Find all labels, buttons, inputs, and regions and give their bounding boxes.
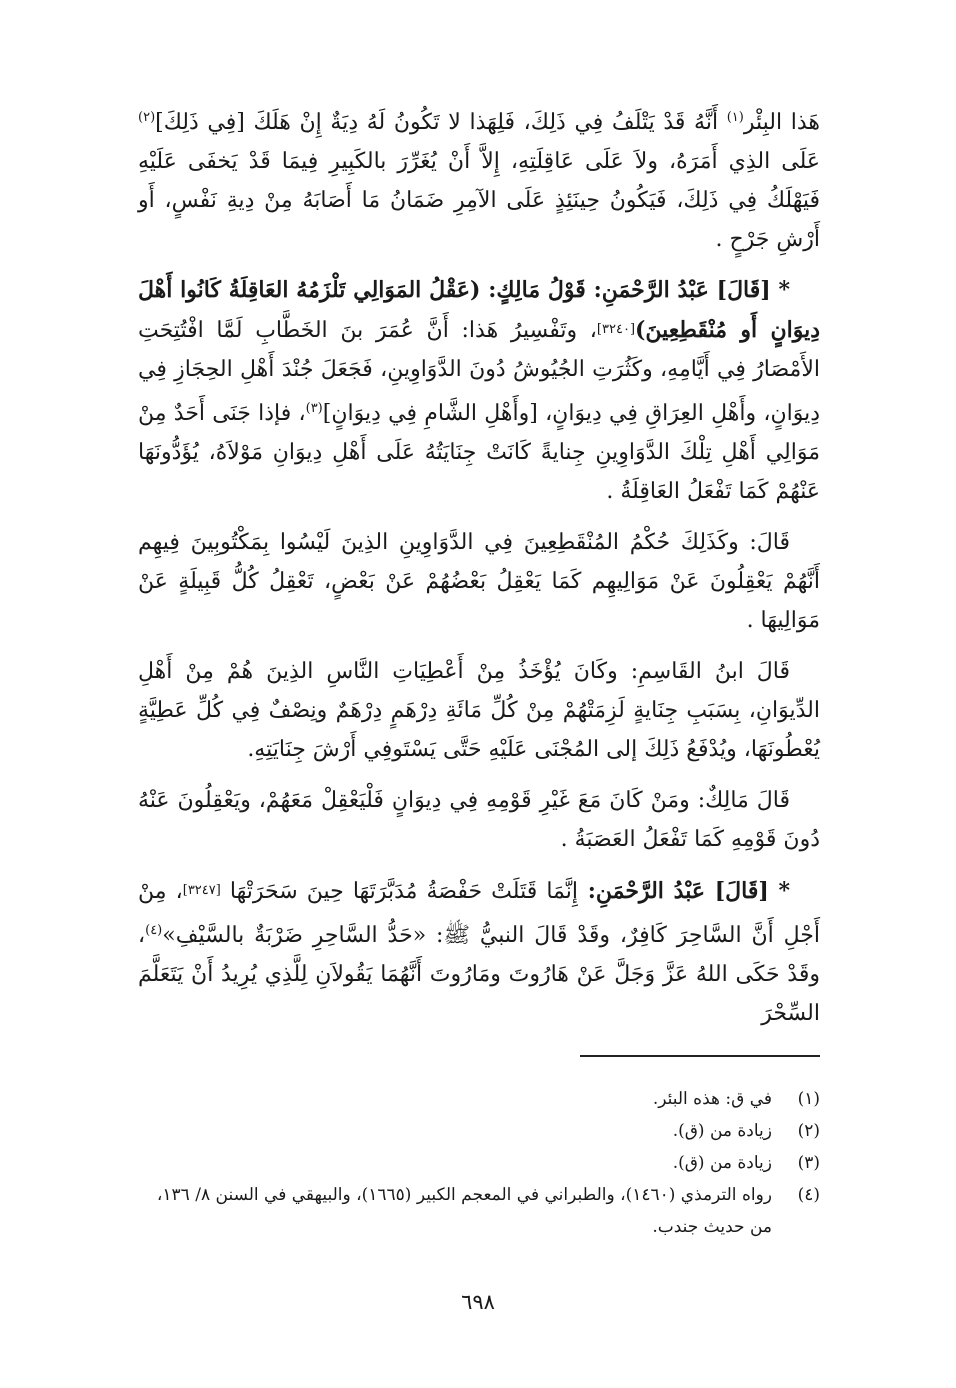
footnote-marker-1[interactable]: (١) <box>726 110 744 125</box>
footnote-text: في ق: هذه البئر. <box>652 1089 772 1109</box>
paragraph-5: قَالَ مَالِكٌ: ومَنْ كَانَ مَعَ غَيْرِ قَوْمِهِ فِي دِيوَانٍ فَلْيَعْقِلْ مَعَهُمْ، ويَعْقِلُونَ عَنْهُ دُونَ قَوْمِهِ كَمَا تَفْعَلُ العَصَبَةُ . <box>138 788 820 852</box>
footnote-1 <box>138 1083 820 1115</box>
footnote-4 <box>138 1179 820 1243</box>
paragraph-3: قَالَ: وكَذَلِكَ حُكْمُ المُنْقَطِعِينَ فِي الدَّوَاوِينِ الذِينَ لَيْسُوا بِمَكْتُوبِينَ فِيهِم أَنَّهُمْ يَعْقِلُونَ عَنْ مَوَالِيهِم كَمَا يَعْقِلُ بَعْضُهُمْ عَنْ بَعْضٍ، تَعْقِلُ كُلُّ قَبِيلَةٍ عَنْ مَوَالِيهَا . <box>138 530 820 633</box>
footnote-text: رواه الترمذي (١٤٦٠)، والطبراني في المعجم الكبير (١٦٦٥)، والبيهقي في السنن ٨/ ١٣٦، من حديث جندب. <box>156 1185 772 1237</box>
paragraph-6-lead: * [قَالَ] عَبْدُ الرَّحْمَنِ: <box>577 878 791 904</box>
paragraph-1-part-1: هَذا البِئْر <box>743 110 820 135</box>
paragraph-2 <box>138 271 820 511</box>
paragraph-1-part-3: عَلَى الذِي أَمَرَهُ، ولاَ عَلَى عَاقِلَتِهِ، إِلاَّ أَنْ يُغَرِّرَ بالكَبِيرِ فِيمَا قَدْ يَخفَى عَلَيْهِ فَيَهْلَكُ فِي ذَلِكَ، فَيَكُونُ حِينَئِذٍ عَلَى الآمِرِ ضَمَانُ مَا أَصَابَهُ مِنْ دِيةِ نَفْسٍ، أَو أَرْشِ جَرْحٍ . <box>138 149 820 252</box>
footnote-text: زيادة من (ق). <box>672 1153 772 1173</box>
paragraph-2-lead: * [قَالَ] عَبْدُ الرَّحْمَنِ: قَوْلُ مَالِكٍ: <box>480 277 790 303</box>
paragraph-6 <box>138 871 820 1033</box>
footnote-number: (٤) <box>797 1185 820 1205</box>
paragraph-2-reference: [٣٢٤٠] <box>596 322 636 337</box>
paragraph-6-part-2: ، مِنْ أَجْلِ أَنَّ السَّاحِرَ كَافِرٌ، وقَدْ قَالَ النبيُّ ﷺ: «حَدُّ السَّاحِرِ ضَرْبَةٌ بالسَّيْفِ» <box>138 879 820 948</box>
footnote-number: (١) <box>797 1089 820 1109</box>
page-number: ٦٩٨ <box>461 1290 495 1314</box>
footnote-marker-4[interactable]: (٤) <box>145 923 163 938</box>
paragraph-6-part-1: إِنَّمَا قَتَلَتْ حَفْصَةُ مُدَبَّرَتَهَا حِينَ سَحَرَتْهَا <box>220 879 578 904</box>
paragraph-6-part-3: ، وقَدْ حَكَى اللهُ عَزَّ وَجَلَّ عَنْ هَارُوتَ ومَارُوتَ أَنَّهُمَا يَقُولاَنِ لِلَّذِي يُرِيدُ أَنْ يَتَعَلَّمَ السِّحْرَ <box>138 923 820 1026</box>
footnote-marker-3[interactable]: (٣) <box>305 401 323 416</box>
footnote-divider <box>580 1055 820 1057</box>
footnotes <box>138 1083 820 1243</box>
paragraph-1 <box>138 98 820 259</box>
footnote-number: (٢) <box>797 1121 820 1141</box>
footnote-number: (٣) <box>797 1153 820 1173</box>
footnote-text: زيادة من (ق). <box>672 1121 772 1141</box>
paragraph-6-reference: [٣٢٤٧] <box>182 883 221 898</box>
footnote-marker-2[interactable]: (٢) <box>138 110 156 125</box>
footnote-3 <box>138 1147 820 1179</box>
paragraph-2-part-1: ، وتَفْسِيرُ هَذا: أَنَّ عُمَرَ بنَ الخَطَّابِ لَمَّا افْتُتِحَتِ الأَمْصَارُ فِي أَيَّامِهِ، وكَثُرَتِ الجُيُوشُ دُونَ الدَّوَاوِينِ، فَجَعَلَ جُنْدَ أَهْلِ الحِجَازِ فِي دِيوَانٍ، وأَهْلِ العِرَاقِ فِي دِيوَانٍ، [وأَهْلِ الشَّامِ فِي دِيوَانٍ] <box>138 318 820 426</box>
footnote-2 <box>138 1115 820 1147</box>
paragraph-4: قَالَ ابنُ القَاسِمِ: وكَانَ يُؤْخَذُ مِنْ أَعْطِيَاتِ النَّاسِ الذِينَ هُمْ مِنْ أَهْلِ الدِّيوَانِ، بِسَبَبِ جِنَايةٍ لَزِمَتْهُمْ مِنْ كُلِّ مَائَةِ دِرْهَمٍ دِرْهَمٌ ونِصْفٌ فِي كُلِّ عَطِيَّةٍ يُعْطُونَهَا، ويُدْفَعُ ذَلِكَ إلى المُجْنَى عَلَيْهِ حَتَّى يَسْتَوفِي أَرْشَ جِنَايَتِهِ. <box>138 659 820 762</box>
main-text <box>138 98 820 1045</box>
paragraph-2-quote: (عَقْلُ المَوَالِي تَلْزَمُهُ العَاقِلَةُ كَانُوا أَهْلَ دِيوَانٍ أَو مُنْقَطِعِينَ) <box>138 277 820 343</box>
paragraph-1-part-2: أَنَّهُ قَدْ يَتْلَفُ فِي ذَلِكَ، فَلِهَذا لا تَكُونُ لَهُ دِيَةٌ إِنْ هَلَكَ [فِي ذَلِكَ] <box>155 110 727 135</box>
paragraph-2-part-2: ، فإذا جَنَى أَحَدٌ مِنْ مَوَالِي أَهْلِ تِلْكَ الدَّوَاوِينِ جِنايةً كَانَتْ جِنَايَتُهُ عَلَى أَهْلِ دِيوَانِ مَوْلاَهُ، يُؤَدُّونَهَا عَنْهُمْ كَمَا تَفْعَلُ العَاقِلَةُ . <box>138 401 820 504</box>
